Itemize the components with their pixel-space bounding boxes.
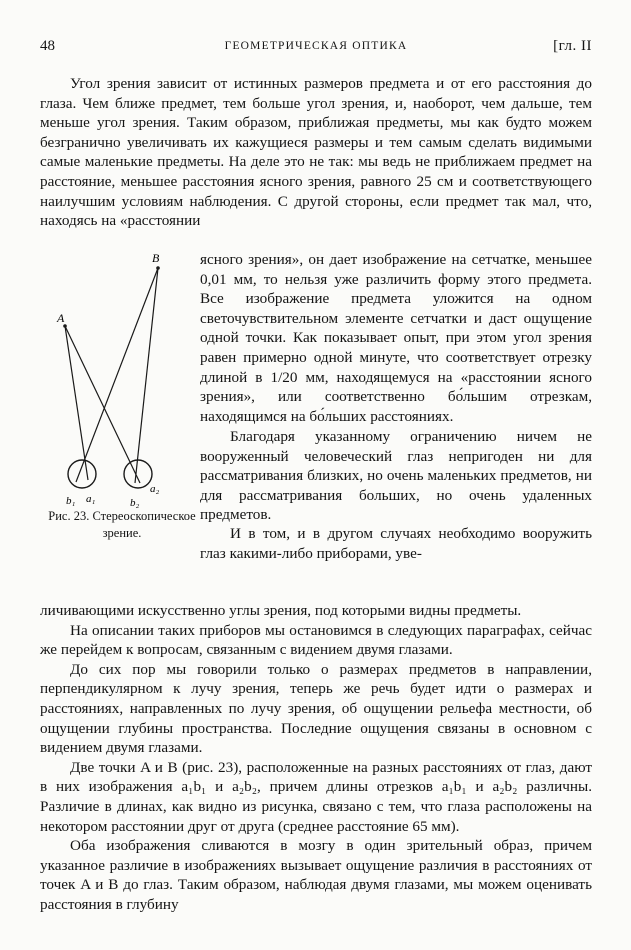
paragraph: На описании таких приборов мы остановимся в следующих параграфах, сейчас же перейдем к вопросам, связанным с видением двумя глазами.: [40, 621, 592, 659]
right-eye: [124, 460, 152, 488]
label-a2: a₂: [150, 483, 160, 495]
label-b: B: [152, 251, 160, 265]
point-b: [156, 266, 160, 270]
running-title: ГЕОМЕТРИЧЕСКАЯ ОПТИКА: [224, 40, 408, 52]
label-a1: a₁: [86, 493, 96, 505]
paragraph: И в том, и в другом случаях необходимо вооружить глаз какими-либо приборами, уве-: [200, 525, 592, 562]
left-eye: [68, 460, 96, 488]
text-block-beside-figure: [200, 250, 592, 426]
text-block-bottom: [40, 601, 592, 915]
paragraph: Благодаря указанному ограничению ничем не вооруженный человеческий глаз непригоден ни для рассматривания близких, но очень маленьких предметов, ни для рассматривания больших, но очень удаленных предметов.: [200, 428, 592, 524]
paragraph: Две точки A и B (рис. 23), расположенные на разных расстояниях от глаз, дают в них изображения a₁b₁ и a₂b₂, причем длины отрезков a₁b₁ и a₂b₂ различны. Различие в длинах, как видно из рисунка, связано с тем, что глаза расположены на некотором расстоянии друг от друга (среднее расстояние 65 мм).: [40, 758, 592, 835]
figure-diagram: [40, 248, 200, 508]
paragraph: Оба изображения сливаются в мозгу в один зрительный образ, причем указанное различие в изображениях вызывает ощущение различия в расстояниях от точек A и B до глаз. Таким образом, наблюдая двумя глазами, мы можем оценивать расстояния в глубину: [40, 837, 592, 913]
paragraph: Угол зрения зависит от истинных размеров предмета и от его расстояния до глаза. Чем ближе предмет, тем больше угол зрения, и, наоборот, чем дальше, тем меньше угол зрения. Таким образом, приближая предметы, мы как будто можем безгранично увеличивать их кажущиеся размеры и тем самым сделать видимыми самые маленькие предметы. На деле это не так: мы ведь не приближаем предмет на расстояние, меньшее расстояния ясного зрения, равного 25 см и соответствующего наилучшим условиям наблюдения. С другой стороны, если предмет так мал, что, находясь на «расстоянии: [40, 75, 592, 230]
text-block-beside-caption: [200, 524, 592, 563]
ray-b-right: [135, 268, 158, 483]
paragraph-continued: ясного зрения», он дает изображение на сетчатке, меньшее 0,01 мм, то нельзя уже различить форму этого предмета. Все изображение предмета уложится на одном светочувствительном элементе сетчатки и даст ощущение одной точки. Как показывает опыт, при этом угол зрения равен примерно одной минуте, что соответствует отрезку длиной в 1/20 мм, находящемуся на «расстоянии ясного зрения», или соответственно бо́льшим отрезкам, находящимся на бо́льших расстояниях.: [200, 251, 592, 425]
running-header: [40, 38, 592, 58]
paragraph: До сих пор мы говорили только о размерах предметов в направлении, перпендикулярном к лучу зрения, теперь же речь будет идти о размерах и расстояниях, направленных по лучу зрения, об ощущении рельефа местности, об ощущении глубины пространства. Последние ощущения связаны в основном с видением двумя глазами.: [40, 660, 592, 757]
text-block-beside-figure-2: [200, 427, 592, 525]
page-number: 48: [40, 38, 55, 54]
text-block-top: [40, 74, 592, 231]
label-b1: b₁: [66, 495, 76, 507]
label-b2: b₂: [130, 497, 140, 508]
label-a: A: [57, 311, 65, 325]
chapter-marker: [гл. II: [553, 38, 592, 54]
figure-stereoscopic-vision: [40, 248, 200, 548]
paragraph-continued: личивающими искусственно углы зрения, под которыми видны предметы.: [40, 602, 522, 619]
figure-caption: Рис. 23. Стереоскопическое зрение.: [48, 509, 196, 540]
